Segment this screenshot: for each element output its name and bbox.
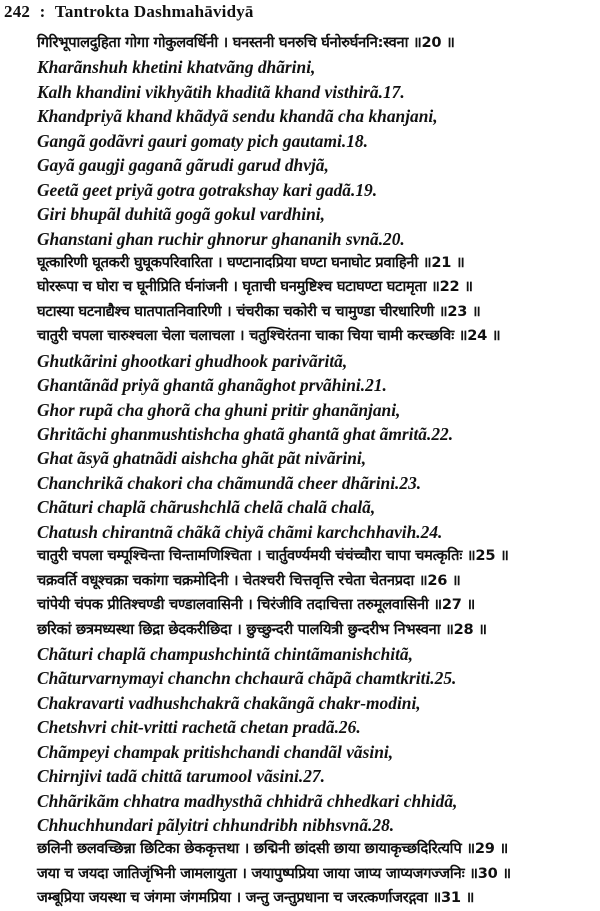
sanskrit-verse-line: घटास्या घटनाद्यैश्च घातपातनिवारिणी । चंचरीका चकोरी च चामुण्डा चीरधारिणी ॥23 ॥: [37, 302, 481, 320]
transliteration-line: Chãturi chaplã champushchintã chintãmanishchitã,: [37, 643, 413, 664]
page-number: 242: [4, 2, 31, 21]
transliteration-line: Kharãnshuh khetini khatvãng dhãrini,: [37, 57, 316, 78]
transliteration-line: Ghritãchi ghanmushtishcha ghatã ghantã ghat ãmritã.22.: [37, 424, 454, 444]
sanskrit-verse-line: घोररूपा च घोरा च घूनीप्रिति र्घनांजनी । घृताची घनमुष्टिश्च घटाघण्टा घटामृता ॥22 ॥: [37, 278, 473, 296]
transliteration-line: Gayã gaugji gaganã gãrudi garud dhvjã,: [37, 155, 329, 176]
transliteration-line: Chãturi chaplã chãrushchlã chelã chalã chalã,: [37, 497, 376, 518]
transliteration-line: Ghanstani ghan ruchir ghnorur ghananih svnã.20.: [37, 228, 405, 249]
transliteration-line: Chetshvri chit-vritti rachetã chetan pradã.26.: [37, 717, 361, 738]
verse-body: [37, 31, 597, 911]
transliteration-line: Geetã geet priyã gotra gotrakshay kari gadã.19.: [37, 179, 378, 200]
sanskrit-verse-line: चक्रवर्ति वधूश्चक्रा चकांगा चक्रमोदिनी । चेतश्चरी चित्तवृत्ति रचेता चेतनप्रदा ॥26 ॥: [37, 571, 461, 589]
sanskrit-verse-line: गिरिभूपालदुहिता गोगा गोकुलवर्धिनी । घनस्तनी घनरुचि र्घनोरुर्घननि:स्वना ॥20 ॥: [37, 34, 455, 51]
sanskrit-verse-line: चांपेयी चंपक प्रीतिश्चण्डी चण्डालवासिनी । चिरंजीवि तदाचित्ता तरुमूलवासिनी ॥27 ॥: [37, 596, 476, 614]
transliteration-line: Chakravarti vadhushchakrã chakãngã chakr-modini,: [37, 692, 421, 713]
transliteration-line: Kalh khandini vikhyãtih khaditã khand visthirã.17.: [37, 81, 405, 102]
transliteration-line: Ghutkãrini ghootkari ghudhook parivãritã,: [37, 350, 348, 371]
transliteration-line: Chãturvarnymayi chanchn chchaurã chãpã chamtkriti.25.: [37, 668, 457, 689]
book-title: Tantrokta Dashmahāvidyā: [54, 2, 254, 21]
sanskrit-verse-line: छरिकां छत्रमध्यस्था छिद्रा छेदकरीछिदा । छुच्छुन्दरी पालयित्री छुन्दरीभ निभस्वना ॥28 ॥: [37, 620, 487, 638]
sanskrit-verse-line: घूत्कारिणी घूतकरी घुघूकपरिवारिता । घण्टानादप्रिया घण्टा घनाघोट प्रवाहिनी ॥21 ॥: [37, 253, 465, 271]
sanskrit-verse-line: चातुरी चपला चारुश्चला चेला चलाचला । चतुश्चिरंतना चाका चिया चामी करच्छविः ॥24 ॥: [37, 327, 501, 345]
transliteration-line: Chhãrikãm chhatra madhysthã chhidrã chhedkari chhidã,: [37, 790, 458, 811]
running-header: [4, 2, 254, 22]
transliteration-line: Chirnjivi tadã chittã tarumool vãsini.27.: [37, 766, 325, 787]
transliteration-line: Ghantãnãd priyã ghantã ghanãghot prvãhini.21.: [37, 375, 387, 396]
sanskrit-verse-line: जम्बूप्रिया जयस्था च जंगमा जंगमप्रिया । जन्तु जन्तुप्रधाना च जरत्कर्णाजरद्गवा ॥31 ॥: [37, 889, 475, 907]
transliteration-line: Chãmpeyi champak pritishchandi chandãl vãsini,: [37, 741, 394, 762]
transliteration-line: Chanchrikã chakori cha chãmundã cheer dhãrini.23.: [37, 472, 422, 493]
sanskrit-verse-line: चातुरी चपला चम्पूश्चिन्ता चिन्तामणिश्चिता । चार्तुवर्ण्यमयी चंचंच्चौरा चापा चमत्कृतिः ॥25 ॥: [37, 547, 509, 565]
transliteration-line: Gangã godãvri gauri gomaty pich gautami.18.: [37, 130, 368, 151]
header-separator: :: [39, 2, 46, 21]
transliteration-line: Chhuchhundari pãlyitri chhundribh nibhsvnã.28.: [37, 815, 395, 835]
sanskrit-verse-line: जया च जयदा जातिजृंभिनी जामलायुता । जयापुष्पप्रिया जाया जाप्य जाप्यजगज्जनिः ॥30 ॥: [37, 864, 511, 882]
transliteration-line: Khandpriyã khand khãdyã sendu khandã cha khanjani,: [37, 106, 438, 127]
transliteration-line: Chatush chirantnã chãkã chiyã chãmi karchchhavih.24.: [37, 521, 443, 542]
transliteration-line: Ghat ãsyã ghatnãdi aishcha ghãt pãt nivãrini,: [37, 448, 367, 469]
sanskrit-verse-line: छलिनी छलवच्छिन्ना छिटिका छेककृत्तथा । छद्मिनी छांदसी छाया छायाकृच्छदिरित्यपि ॥29 ॥: [37, 840, 508, 858]
transliteration-line: Giri bhupãl duhitã gogã gokul vardhini,: [37, 204, 325, 225]
transliteration-line: Ghor rupã cha ghorã cha ghuni pritir ghanãnjani,: [37, 399, 401, 420]
